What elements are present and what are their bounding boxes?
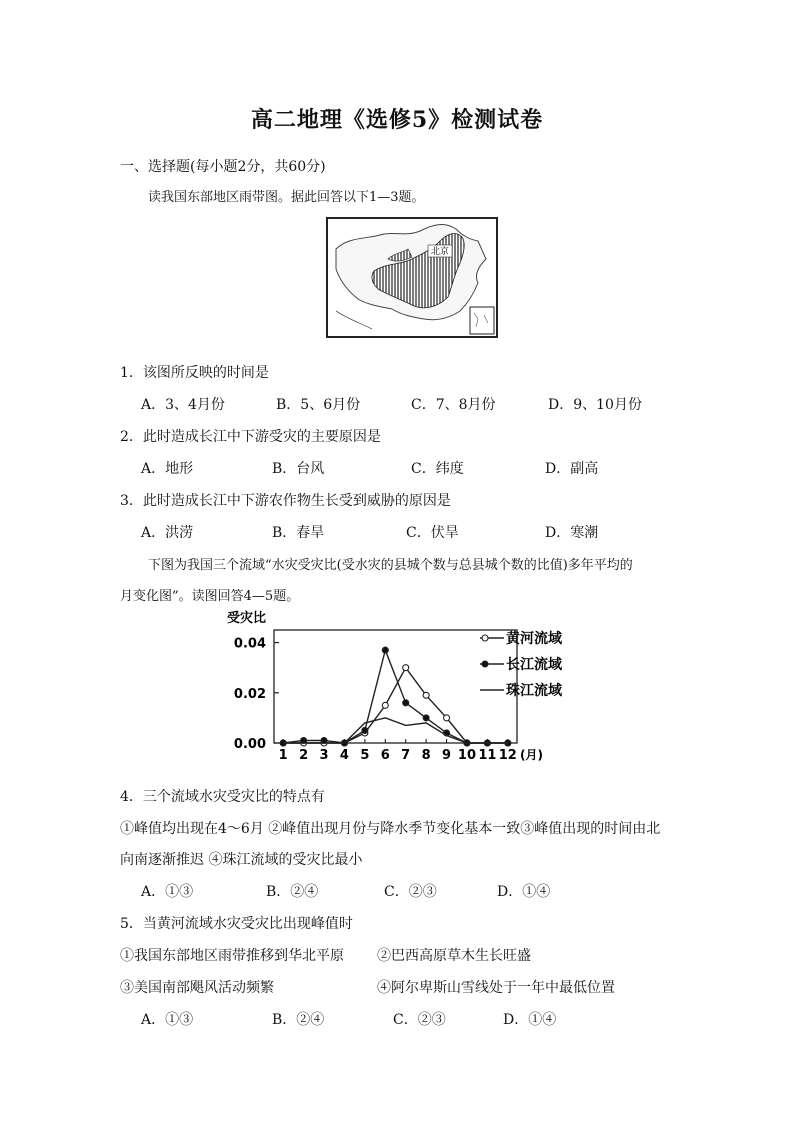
page-title: 高二地理《选修5》检测试卷 (250, 107, 544, 133)
q3-option-b: B．春旱 (272, 525, 325, 541)
x-tick-label: 5 (360, 748, 370, 763)
q2-option-d: D．副高 (545, 461, 599, 477)
q5-statement-3: ③美国南部飓风活动频繁 (120, 980, 274, 996)
intro-text-2-line1: 下图为我国三个流域“水灾受灾比(受水灾的县城个数与总县城个数的比值)多年平均的 (148, 558, 633, 573)
x-tick-label: 10 (457, 748, 477, 763)
x-tick-label: 7 (401, 748, 411, 763)
x-tick-label: 3 (319, 748, 329, 763)
q5-option-d: D．①④ (503, 1012, 557, 1028)
series-point-1 (382, 647, 388, 653)
x-tick-label: 2 (299, 748, 309, 763)
chart-legend (480, 630, 563, 699)
chart-series (280, 647, 511, 746)
series-line-2 (283, 718, 508, 743)
q5-statement-1: ①我国东部地区雨带推移到华北平原 (120, 948, 344, 964)
q3-option-a: A．洪涝 (141, 525, 194, 541)
series-point-0 (403, 665, 409, 671)
x-tick-label: 1 (278, 748, 288, 763)
q4-option-b: B．②④ (266, 884, 319, 900)
q1-option-b: B．5、6月份 (276, 397, 361, 413)
q3-option-c: C．伏旱 (406, 525, 459, 541)
x-tick-label: 8 (421, 748, 431, 763)
q4-statements-line2: 向南逐渐推迟 ④珠江流域的受灾比最小 (120, 852, 363, 868)
y-tick-label: 0.02 (233, 686, 266, 702)
y-axis-label: 受灾比 (227, 611, 267, 626)
q1-option-c: C．7、8月份 (411, 397, 496, 413)
question-3-stem: 3．此时造成长江中下游农作物生长受到威胁的原因是 (120, 493, 451, 509)
section-heading: 一、选择题(每小题2分，共60分) (120, 159, 326, 175)
map-label-beijing: 北京 (430, 247, 450, 257)
series-point-0 (423, 692, 429, 698)
q2-option-b: B．台风 (272, 461, 325, 477)
x-tick-label: 9 (442, 748, 452, 763)
question-2-stem: 2．此时造成长江中下游受灾的主要原因是 (120, 429, 381, 445)
legend-label-0: 黄河流域 (506, 631, 562, 647)
rain-belt-map (326, 217, 498, 338)
series-point-1 (403, 700, 409, 706)
x-tick-label: 6 (380, 748, 390, 763)
series-point-0 (382, 702, 388, 708)
q2-option-c: C．纬度 (411, 461, 464, 477)
china-map-figure (328, 219, 496, 336)
q5-option-b: B．②④ (272, 1012, 325, 1028)
series-line-0 (283, 668, 508, 743)
chart-svg (212, 610, 582, 770)
series-point-0 (444, 715, 450, 721)
q4-option-a: A．①③ (141, 884, 194, 900)
series-point-1 (362, 727, 368, 733)
series-line-1 (283, 650, 508, 743)
series-point-1 (423, 715, 429, 721)
y-tick-label: 0.04 (233, 636, 266, 652)
q5-option-c: C．②③ (393, 1012, 446, 1028)
q4-statements-line1: ①峰值均出现在4～6月 ②峰值出现月份与降水季节变化基本一致③峰值出现的时间由北 (120, 821, 661, 837)
q3-option-d: D．寒潮 (545, 525, 599, 541)
x-tick-label: 11 (478, 748, 497, 763)
intro-text-1: 读我国东部地区雨带图。据此回答以下1—3题。 (148, 190, 425, 205)
q5-statement-2: ②巴西高原草木生长旺盛 (377, 948, 531, 964)
q4-option-c: C．②③ (384, 884, 437, 900)
q5-option-a: A．①③ (141, 1012, 194, 1028)
question-4-stem: 4．三个流域水灾受灾比的特点有 (120, 789, 325, 805)
x-tick-label: 4 (339, 748, 349, 763)
x-tick-label: 12 (498, 748, 517, 763)
question-5-stem: 5．当黄河流域水灾受灾比出现峰值时 (120, 916, 353, 932)
q1-option-d: D．9、10月份 (548, 397, 642, 413)
legend-label-2: 珠江流域 (506, 683, 562, 699)
question-1-stem: 1．该图所反映的时间是 (120, 365, 269, 381)
flood-ratio-chart (212, 610, 582, 770)
intro-text-2-line2: 月变化图”。读图回答4—5题。 (120, 589, 300, 604)
q1-option-a: A．3、4月份 (141, 397, 225, 413)
legend-marker-1 (482, 661, 488, 667)
q4-option-d: D．①④ (497, 884, 551, 900)
x-axis-unit-label: (月) (520, 748, 543, 762)
y-tick-label: 0.00 (233, 737, 266, 752)
q2-option-a: A．地形 (141, 461, 194, 477)
legend-label-1: 长江流域 (506, 657, 562, 673)
legend-marker-0 (482, 635, 488, 641)
q5-statement-4: ④阿尔卑斯山雪线处于一年中最低位置 (377, 980, 615, 996)
